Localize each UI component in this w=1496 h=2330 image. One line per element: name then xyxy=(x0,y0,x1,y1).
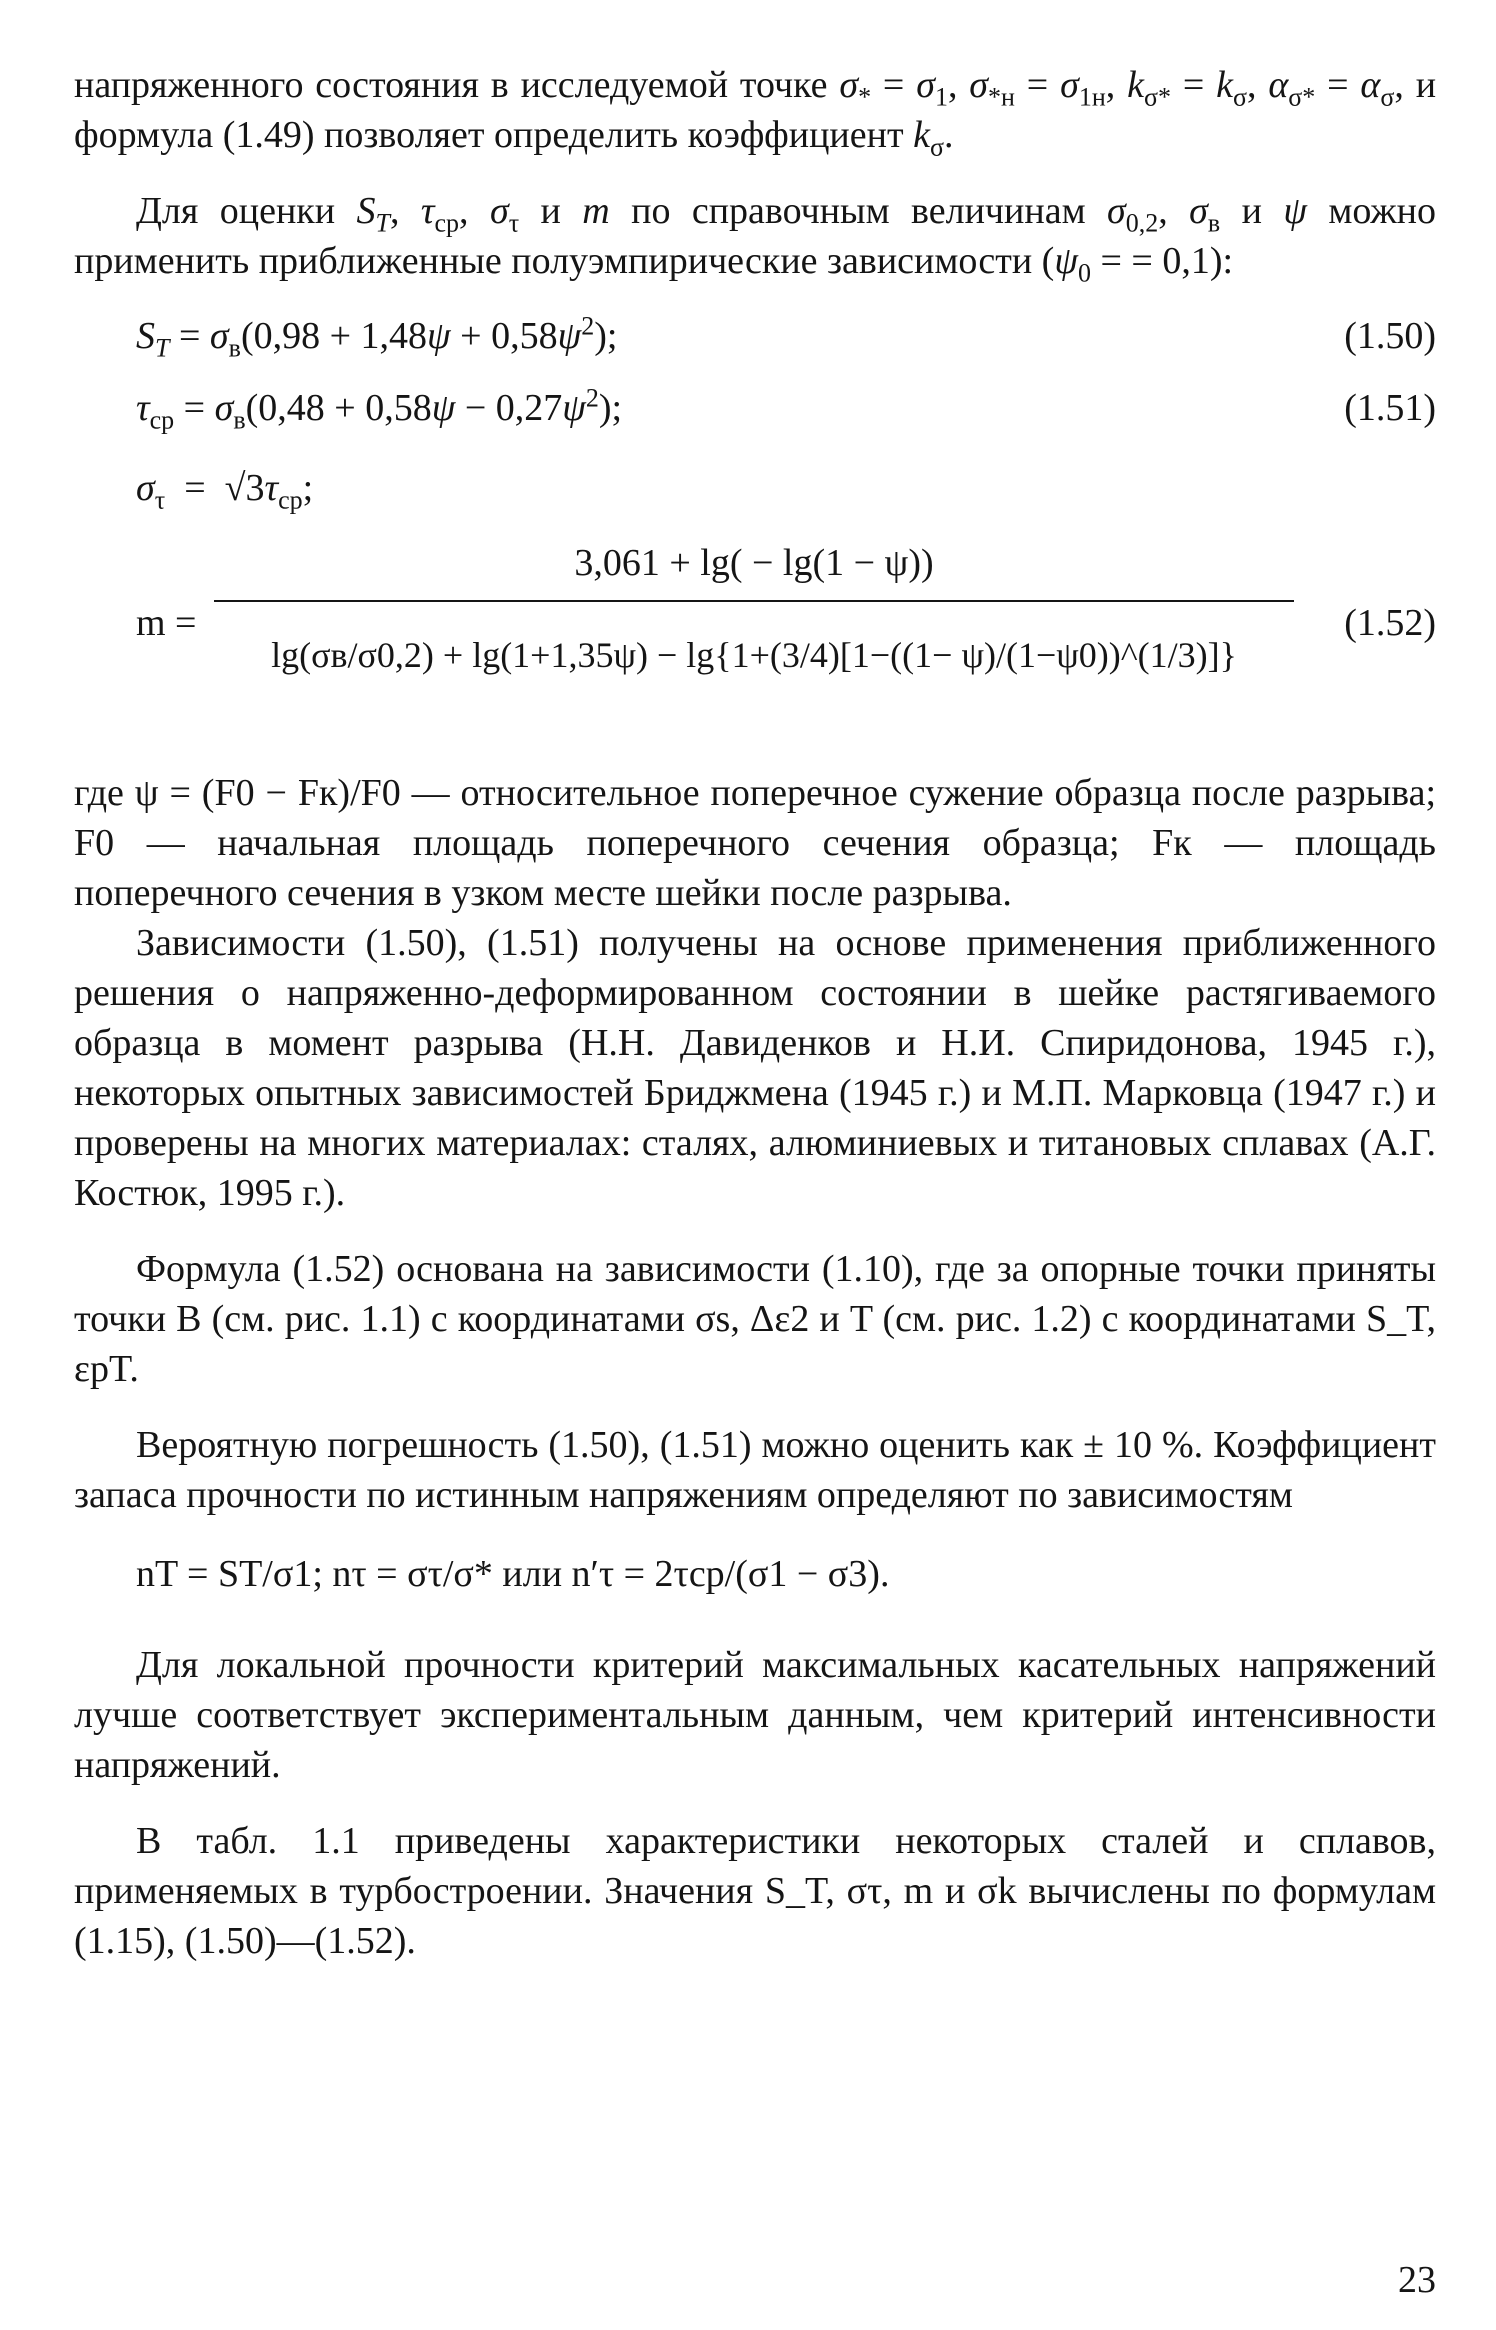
paragraph-4: Формула (1.52) основана на зависимости (1.10), где за опорные точки приняты точки B (см. рис. 1.1) с координатами σs, Δε2 и T (см. рис. 1.2) с координатами S_T, εpT. xyxy=(74,1248,1436,1390)
formula-safety-factors: nT = ST/σ1; nτ = στ/σ* или n′τ = 2τср/(σ1 − σ3). xyxy=(136,1553,890,1595)
formula-1-52 xyxy=(74,538,1436,728)
paragraph-1: Для оценки $S_T$, $\tau_{ср}$, $\sigma_\tau$ и m по справочным величинам $\sigma_{0,2}$, $\sigma_в$ и ψ можно применить приближенные полуэмпирические зависимости ($\psi_0$ = = 0,1): xyxy=(74,190,1437,288)
formula-number-1-50: (1.50) xyxy=(1344,315,1436,357)
paragraph-3: Зависимости (1.50), (1.51) получены на основе применения приближенного решения о напряженно-деформированном состоянии в шейке растягиваемого образца в момент разрыва (Н.Н. Давиденков и Н.И. Спиридонова, 1945 г.), некоторых опытных зависимостей Бриджмена (1945 г.) и М.П. Марковца (1947 г.) и проверены на многих материалах: сталях, алюминиевых и титановых сплавах (А.Г. Костюк, 1995 г.). xyxy=(74,922,1436,1214)
page-content xyxy=(74,60,1436,1966)
formula-1-52-numerator: 3,061 + lg( − lg(1 − ψ)) xyxy=(574,542,934,584)
formula-1-50: $S_T = \sigma_в(0,98 + 1,48\psi + 0,58\psi^2)$; (1.50) xyxy=(74,304,1436,368)
page-number: 23 xyxy=(1398,2259,1436,2301)
formula-number-1-52: (1.52) xyxy=(1344,602,1436,644)
paragraph-5: Вероятную погрешность (1.50), (1.51) можно оценить как ± 10 %. Коэффициент запаса прочности по истинным напряжениям определяют по зависимостям xyxy=(74,1424,1436,1516)
formula-sigma-tau: $\sigma_\tau = √3\tau_{ср}$; xyxy=(136,467,314,515)
formula-1-52-denominator: lg(σв/σ0,2) + lg(1+1,35ψ) − lg{1+(3/4)[1−((1− ψ)/(1−ψ0))^(1/3)]} xyxy=(271,635,1237,675)
formula-number-1-51: (1.51) xyxy=(1344,387,1436,429)
paragraph-0: напряженного состояния в исследуемой точке $\sigma_* = \sigma_1$, $\sigma_{*н} = \sigma_{1н}$, $k_{\sigma*} = k_\sigma$, $\alpha_{\sigma*} = \alpha_\sigma$, и формула (1.49) позволяет определить коэффициент $k_\sigma$. xyxy=(74,64,1437,162)
fraction-bar xyxy=(214,600,1294,602)
paragraph-7: В табл. 1.1 приведены характеристики некоторых сталей и сплавов, применяемых в турбостроении. Значения S_T, στ, m и σk вычислены по формулам (1.15), (1.50)—(1.52). xyxy=(74,1820,1436,1962)
paragraph-6: Для локальной прочности критерий максимальных касательных напряжений лучше соответствует экспериментальным данным, чем критерий интенсивности напряжений. xyxy=(74,1644,1436,1786)
formula-1-51: $\tau_{ср} = \sigma_в(0,48 + 0,58\psi - 0,27\psi^2)$; (1.51) xyxy=(74,376,1436,440)
formula-1-52-left: m = xyxy=(136,602,197,644)
paragraph-2: где ψ = (F0 − Fк)/F0 — относительное поперечное сужение образца после разрыва; F0 — начальная площадь поперечного сечения образца; Fк — площадь поперечного сечения в узком месте шейки после разрыва. xyxy=(74,772,1436,914)
